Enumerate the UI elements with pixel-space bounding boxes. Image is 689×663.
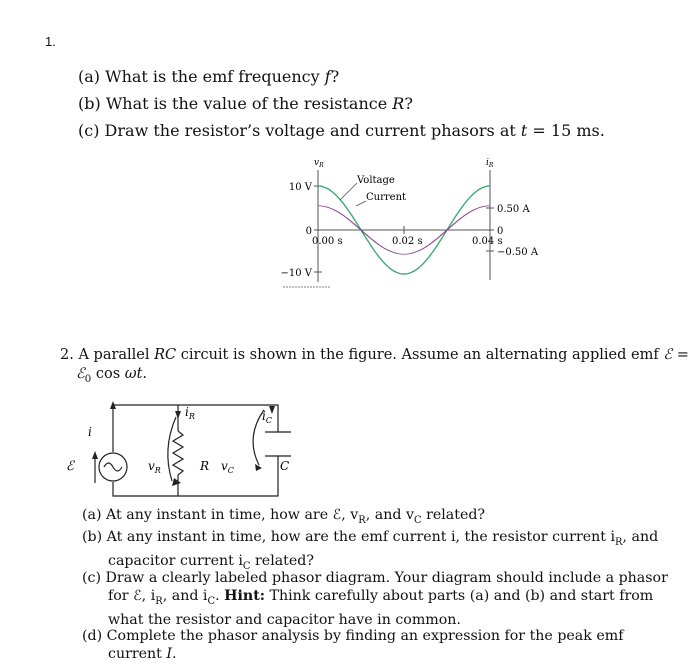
label-minus-05a: −0.50 A bbox=[497, 247, 539, 258]
question-1b-var: R bbox=[392, 94, 405, 113]
question-2c-sub2: C bbox=[207, 595, 216, 607]
question-2a-sub1: R bbox=[358, 514, 366, 526]
intro-text-1: A parallel bbox=[78, 347, 150, 363]
label-10v: 10 V bbox=[288, 182, 312, 193]
right-axis-label: $i_R$ bbox=[486, 158, 494, 169]
question-1c-var: t bbox=[520, 121, 528, 140]
question-2b-sub2: C bbox=[242, 560, 251, 572]
question-2b-label: (b) bbox=[82, 529, 103, 545]
question-2d-label: (d) bbox=[82, 628, 103, 644]
label-minus-10v: −10 V bbox=[280, 268, 312, 279]
question-1a-label: (a) bbox=[78, 67, 101, 86]
emf-arrow-head bbox=[92, 451, 98, 459]
question-2a bbox=[82, 506, 678, 530]
question-2b-mid: , and capacitor current i bbox=[108, 529, 659, 569]
intro-text-2: circuit is shown in the figure. Assume an alternating applied emf bbox=[180, 347, 659, 363]
question-1b-end: ? bbox=[404, 94, 413, 113]
resistor bbox=[173, 431, 183, 475]
label-ic: $i_C$ bbox=[262, 409, 272, 425]
question-2c-end: . bbox=[215, 588, 220, 604]
intro-emf0-sub: 0 bbox=[84, 373, 92, 385]
problem-2-intro-line2 bbox=[76, 366, 147, 385]
intro-rc: RC bbox=[154, 347, 177, 363]
ic-arrow-head bbox=[269, 406, 275, 414]
left-axis-label: $v_R$ bbox=[314, 158, 324, 169]
label-05a: 0.50 A bbox=[497, 204, 530, 215]
question-2d-text: Complete the phasor analysis by finding an expression for the peak emf current bbox=[106, 628, 624, 662]
question-2a-label: (a) bbox=[82, 507, 102, 523]
question-1c-end: = 15 ms. bbox=[527, 121, 605, 140]
question-1b-label: (b) bbox=[78, 94, 101, 113]
problem-1-number: 1. bbox=[45, 34, 56, 49]
question-2d-end: . bbox=[172, 646, 177, 662]
question-2c-text: Draw a clearly labeled phasor diagram. Your diagram should include a phasor for ℰ, i bbox=[105, 570, 668, 604]
question-2c-hint: Hint: bbox=[224, 588, 265, 604]
question-1b bbox=[78, 94, 413, 113]
vr-arrow-head bbox=[172, 478, 181, 486]
question-2a-text: At any instant in time, how are ℰ, v bbox=[106, 507, 359, 523]
label-vc: $v_C$ bbox=[221, 459, 234, 475]
label-0-left: 0 bbox=[305, 226, 312, 237]
bottom-wire bbox=[113, 456, 278, 496]
intro-eq: = bbox=[676, 347, 689, 363]
current-label: Current bbox=[366, 192, 407, 203]
label-t0: 0.00 s bbox=[312, 236, 343, 247]
question-2d bbox=[82, 627, 678, 663]
label-r: R bbox=[200, 459, 210, 473]
question-2a-mid: , and v bbox=[365, 507, 414, 523]
label-t2: 0.04 s bbox=[472, 236, 503, 247]
intro-emf0: ℰ bbox=[76, 366, 85, 382]
question-1a-text: What is the emf frequency bbox=[105, 67, 320, 86]
question-2d-var: I bbox=[166, 646, 173, 662]
voltage-label: Voltage bbox=[357, 175, 395, 186]
vr-arrow-curve bbox=[168, 417, 176, 481]
question-1c-label: (c) bbox=[78, 121, 100, 140]
intro-emf: ℰ bbox=[663, 347, 673, 363]
label-c: C bbox=[280, 459, 290, 473]
label-i: i bbox=[88, 425, 92, 439]
current-leader-line bbox=[356, 201, 366, 206]
question-2c-sub1: R bbox=[155, 595, 163, 607]
question-2c-mid: , and i bbox=[162, 588, 208, 604]
label-vr: $v_R$ bbox=[148, 459, 161, 475]
label-0-right: 0 bbox=[497, 226, 504, 237]
question-1a-var: f bbox=[324, 67, 331, 86]
problem-2-number: 2. bbox=[60, 347, 74, 363]
label-ir: $i_R$ bbox=[185, 405, 195, 421]
intro-wt: ωt bbox=[124, 366, 143, 382]
question-2a-end: related? bbox=[421, 507, 486, 523]
voltage-leader-line bbox=[340, 183, 357, 200]
question-1c bbox=[78, 121, 605, 140]
question-1a bbox=[78, 67, 339, 86]
ac-source-wave bbox=[104, 463, 122, 471]
rc-circuit-diagram bbox=[55, 395, 315, 500]
label-emf: ℰ bbox=[66, 459, 74, 474]
question-2b-text: At any instant in time, how are the emf current i, the resistor current i bbox=[106, 529, 616, 545]
intro-end: . bbox=[142, 366, 148, 382]
question-1a-end: ? bbox=[330, 67, 340, 86]
question-1b-text: What is the value of the resistance bbox=[105, 94, 388, 113]
voltage-current-graph bbox=[270, 150, 560, 295]
question-2b-sub1: R bbox=[615, 536, 623, 548]
question-1c-text: Draw the resistor’s voltage and current phasors at bbox=[104, 121, 516, 140]
label-t1: 0.02 s bbox=[392, 236, 423, 247]
question-2c-after: Think carefully about parts (a) and (b) and start from what the resistor and capacitor have in common. bbox=[108, 588, 654, 628]
intro-cos: cos bbox=[95, 366, 121, 382]
question-2b-end: related? bbox=[250, 552, 314, 569]
question-2c-label: (c) bbox=[82, 570, 102, 586]
problem-2-intro-line1 bbox=[60, 347, 689, 363]
question-2c bbox=[82, 569, 678, 629]
question-2a-sub2: C bbox=[413, 514, 422, 526]
